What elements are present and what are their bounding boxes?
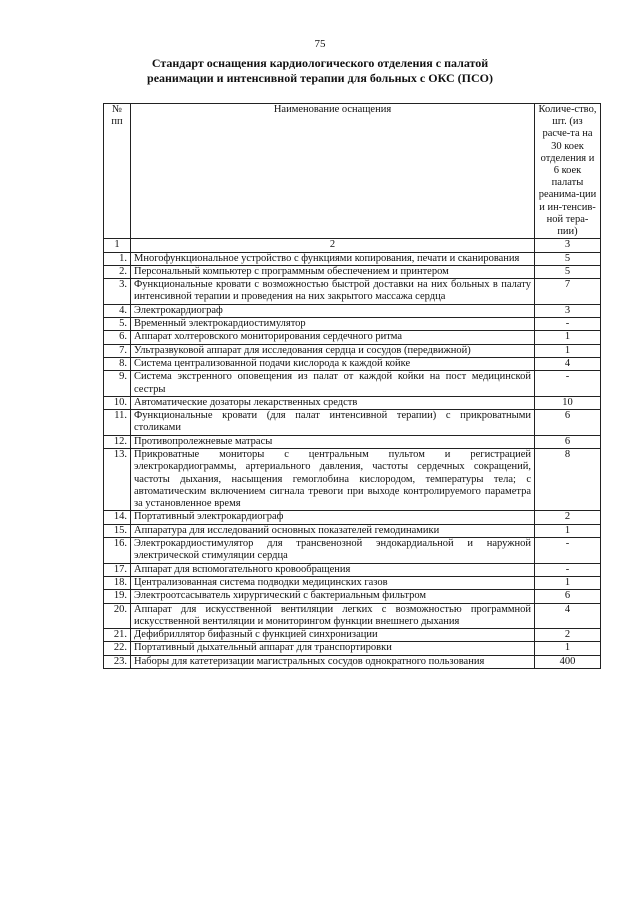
row-equipment-name: Автоматические дозаторы лекарственных средств: [131, 396, 535, 409]
row-equipment-name: Аппарат для искусственной вентиляции легких с возможностью программной искусственной вентиляции и мониторингом функции внешнего дыхания: [131, 603, 535, 629]
row-quantity: 8: [535, 448, 601, 510]
row-equipment-name: Аппарат для вспомогательного кровообращения: [131, 563, 535, 576]
row-quantity: 4: [535, 357, 601, 370]
row-quantity: 6: [535, 590, 601, 603]
table-row: [104, 304, 601, 317]
header-quantity: Количе-ство, шт. (из расче-та на 30 коек отделения и 6 коек палаты реанима-ции и ин-тенсив-ной тера-пии): [535, 104, 601, 239]
title-line-1: Стандарт оснащения кардиологического отделения с палатой: [151, 56, 489, 70]
row-quantity: -: [535, 563, 601, 576]
row-number: 1.: [104, 252, 131, 265]
table-row: [104, 279, 601, 305]
row-equipment-name: Электрокардиостимулятор для трансвенозной эндокардиальной и наружной электрической стимуляции сердца: [131, 538, 535, 564]
row-equipment-name: Временный электрокардиостимулятор: [131, 318, 535, 331]
row-quantity: 2: [535, 629, 601, 642]
row-equipment-name: Многофункциональное устройство с функциями копирования, печати и сканирования: [131, 252, 535, 265]
column-index-2: 2: [131, 239, 535, 252]
row-number: 4.: [104, 304, 131, 317]
table-row: [104, 511, 601, 524]
row-quantity: 10: [535, 396, 601, 409]
row-number: 12.: [104, 435, 131, 448]
row-quantity: 5: [535, 265, 601, 278]
row-equipment-name: Функциональные кровати (для палат интенсивной терапии) с прикроватными столиками: [131, 410, 535, 436]
table-row: [104, 344, 601, 357]
title-line-2: реанимации и интенсивной терапии для больных с ОКС (ПСО): [147, 71, 493, 85]
row-number: 10.: [104, 396, 131, 409]
row-equipment-name: Аппаратура для исследований основных показателей гемодинамики: [131, 524, 535, 537]
equipment-table: [103, 103, 601, 669]
row-number: 6.: [104, 331, 131, 344]
table-row: [104, 252, 601, 265]
row-quantity: 5: [535, 252, 601, 265]
row-number: 5.: [104, 318, 131, 331]
document-title: [80, 56, 560, 86]
row-quantity: 1: [535, 576, 601, 589]
column-index-3: 3: [535, 239, 601, 252]
table-row: [104, 371, 601, 397]
row-equipment-name: Прикроватные мониторы с центральным пультом и регистрацией электрокардиограммы, артериального давления, частоты сердечных сокращений, частоты дыхания, насыщения гемоглобина кислородом, температуры тела; с автоматическим включением сигнала тревоги при выходе контролируемого параметра за установленное время: [131, 448, 535, 510]
row-equipment-name: Функциональные кровати с возможностью быстрой доставки на них больных в палату интенсивной терапии и проведения на них закрытого массажа сердца: [131, 279, 535, 305]
page-number: 75: [314, 38, 326, 50]
row-quantity: 4: [535, 603, 601, 629]
table-row: [104, 603, 601, 629]
table-row: [104, 331, 601, 344]
row-number: 17.: [104, 563, 131, 576]
row-number: 22.: [104, 642, 131, 655]
table-body: [104, 252, 601, 669]
row-equipment-name: Электрокардиограф: [131, 304, 535, 317]
table-row: [104, 642, 601, 655]
row-quantity: 1: [535, 642, 601, 655]
row-number: 2.: [104, 265, 131, 278]
row-number: 7.: [104, 344, 131, 357]
row-equipment-name: Дефибриллятор бифазный с функцией синхронизации: [131, 629, 535, 642]
row-number: 8.: [104, 357, 131, 370]
row-equipment-name: Портативный электрокардиограф: [131, 511, 535, 524]
table-row: [104, 655, 601, 668]
table-row: [104, 396, 601, 409]
row-equipment-name: Система экстренного оповещения из палат от каждой койки на пост медицинской сестры: [131, 371, 535, 397]
row-quantity: 6: [535, 435, 601, 448]
table-row: [104, 357, 601, 370]
row-equipment-name: Электроотсасыватель хирургический с бактериальным фильтром: [131, 590, 535, 603]
row-quantity: 400: [535, 655, 601, 668]
table-row: [104, 576, 601, 589]
row-quantity: -: [535, 538, 601, 564]
table-row: [104, 410, 601, 436]
row-quantity: 1: [535, 524, 601, 537]
row-number: 13.: [104, 448, 131, 510]
table-row: [104, 524, 601, 537]
header-number: № пп: [104, 104, 131, 239]
table-row: [104, 435, 601, 448]
table-row: [104, 265, 601, 278]
row-equipment-name: Портативный дыхательный аппарат для транспортировки: [131, 642, 535, 655]
row-equipment-name: Персональный компьютер с программным обеспечением и принтером: [131, 265, 535, 278]
row-equipment-name: Аппарат холтеровского мониторирования сердечного ритма: [131, 331, 535, 344]
table-row: [104, 448, 601, 510]
table-row: [104, 629, 601, 642]
row-number: 3.: [104, 279, 131, 305]
table-row: [104, 318, 601, 331]
row-equipment-name: Наборы для катетеризации магистральных сосудов однократного пользования: [131, 655, 535, 668]
row-quantity: 1: [535, 331, 601, 344]
table-header-row: [104, 104, 601, 239]
row-quantity: 3: [535, 304, 601, 317]
row-number: 16.: [104, 538, 131, 564]
row-number: 20.: [104, 603, 131, 629]
row-quantity: 2: [535, 511, 601, 524]
table-row: [104, 563, 601, 576]
row-number: 18.: [104, 576, 131, 589]
row-equipment-name: Система централизованной подачи кислорода к каждой койке: [131, 357, 535, 370]
header-name: Наименование оснащения: [131, 104, 535, 239]
row-number: 15.: [104, 524, 131, 537]
row-number: 11.: [104, 410, 131, 436]
row-equipment-name: Централизованная система подводки медицинских газов: [131, 576, 535, 589]
row-number: 19.: [104, 590, 131, 603]
row-quantity: 1: [535, 344, 601, 357]
row-number: 21.: [104, 629, 131, 642]
row-number: 14.: [104, 511, 131, 524]
row-quantity: -: [535, 371, 601, 397]
row-quantity: -: [535, 318, 601, 331]
row-number: 9.: [104, 371, 131, 397]
row-quantity: 7: [535, 279, 601, 305]
column-index-1: 1: [104, 239, 131, 252]
column-index-row: [104, 239, 601, 252]
row-number: 23.: [104, 655, 131, 668]
row-equipment-name: Противопролежневые матрасы: [131, 435, 535, 448]
row-quantity: 6: [535, 410, 601, 436]
table-row: [104, 590, 601, 603]
table-row: [104, 538, 601, 564]
row-equipment-name: Ультразвуковой аппарат для исследования сердца и сосудов (передвижной): [131, 344, 535, 357]
